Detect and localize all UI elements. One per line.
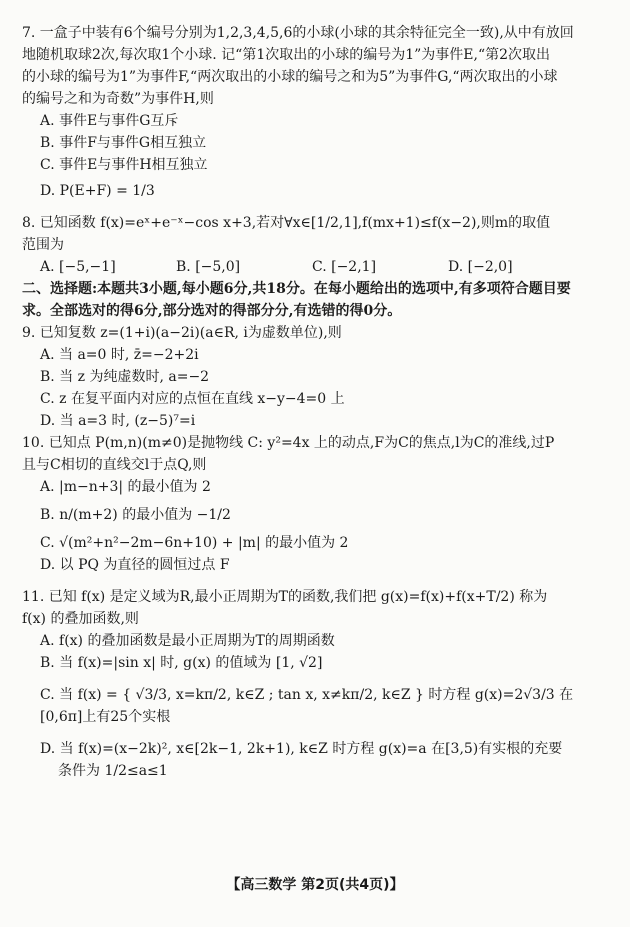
question-9-option-d: D. 当 a=3 时, (z−5)⁷=i bbox=[40, 413, 196, 429]
question-8-option-c: C. [−2,1] bbox=[312, 259, 377, 275]
question-9-option-c: C. z 在复平面内对应的点恒在直线 x−y−4=0 上 bbox=[40, 391, 345, 407]
page-footer: 【高三数学 第2页(共4页)】 bbox=[226, 877, 404, 893]
question-8-option-d: D. [−2,0] bbox=[448, 259, 513, 275]
question-11-option-b: B. 当 f(x)=|sin x| 时, g(x) 的值域为 [1, √2] bbox=[40, 655, 323, 671]
question-8-line-2: 范围为 bbox=[22, 237, 64, 253]
question-7-line-4: 的编号之和为奇数”为事件H,则 bbox=[22, 91, 214, 107]
question-7 bbox=[22, 22, 604, 202]
question-8-option-a: A. [−5,−1] bbox=[40, 259, 116, 275]
question-9-option-a: A. 当 a=0 时, z̄=−2+2i bbox=[40, 347, 199, 363]
question-10-line-2: 且与C相切的直线交l于点Q,则 bbox=[22, 457, 207, 473]
question-11-line-2: f(x) 的叠加函数,则 bbox=[22, 611, 139, 627]
section-2-line-1: 二、选择题:本题共3小题,每小题6分,共18分。在每小题给出的选项中,有多项符合题目要 bbox=[22, 281, 571, 297]
question-7-line-3: 的小球的编号为1”为事件F,“两次取出的小球的编号之和为5”为事件G,“两次取出的小球 bbox=[22, 69, 558, 85]
question-8-options bbox=[22, 256, 604, 278]
section-2-heading bbox=[22, 278, 604, 322]
question-9 bbox=[22, 322, 604, 432]
question-7-option-d: D. P(E+F) = 1/3 bbox=[40, 183, 155, 199]
question-8 bbox=[22, 212, 604, 278]
question-10-line-1: 10. 已知点 P(m,n)(m≠0)是抛物线 C: y²=4x 上的动点,F为C的焦点,l为C的准线,过P bbox=[22, 435, 555, 451]
question-9-line-1: 9. 已知复数 z=(1+i)(a−2i)(a∈R, i为虚数单位),则 bbox=[22, 325, 342, 341]
question-7-line-2: 地随机取球2次,每次取1个小球. 记“第1次取出的小球的编号为1”为事件E,“第2次取出 bbox=[22, 47, 551, 63]
question-7-option-c: C. 事件E与事件H相互独立 bbox=[40, 157, 208, 173]
section-2-line-2: 求。全部选对的得6分,部分选对的得部分分,有选错的得0分。 bbox=[22, 303, 402, 319]
question-8-option-b: B. [−5,0] bbox=[176, 259, 241, 275]
question-11 bbox=[22, 586, 604, 782]
question-8-line-1: 8. 已知函数 f(x)=eˣ+e⁻ˣ−cos x+3,若对∀x∈[1/2,1],f(mx+1)≤f(x−2),则m的取值 bbox=[22, 215, 551, 231]
question-10-option-c: C. √(m²+n²−2m−6n+10) + |m| 的最小值为 2 bbox=[40, 535, 349, 551]
question-7-option-b: B. 事件F与事件G相互独立 bbox=[40, 135, 207, 151]
question-9-option-b: B. 当 z 为纯虚数时, a=−2 bbox=[40, 369, 210, 385]
question-11-line-1: 11. 已知 f(x) 是定义域为R,最小正周期为T的函数,我们把 g(x)=f(x)+f(x+T/2) 称为 bbox=[22, 589, 548, 605]
question-10-option-a: A. |m−n+3| 的最小值为 2 bbox=[40, 479, 211, 495]
question-11-option-a: A. f(x) 的叠加函数是最小正周期为T的周期函数 bbox=[40, 633, 335, 649]
question-11-option-d: D. 当 f(x)=(x−2k)², x∈[2k−1, 2k+1), k∈Z 时方程 g(x)=a 在[3,5)有实根的充要 bbox=[40, 741, 563, 757]
question-11-option-c: C. 当 f(x) = { √3/3, x=kπ/2, k∈Z ; tan x, x≠kπ/2, k∈Z } 时方程 g(x)=2√3/3 在[0,6π]上有25个实根 bbox=[40, 687, 574, 725]
question-10-option-d: D. 以 PQ 为直径的圆恒过点 F bbox=[40, 557, 230, 573]
question-7-option-a: A. 事件E与事件G互斥 bbox=[40, 113, 179, 129]
question-10 bbox=[22, 432, 604, 576]
question-11-option-d-cont: 条件为 1/2≤a≤1 bbox=[58, 763, 168, 779]
question-10-option-b: B. n/(m+2) 的最小值为 −1/2 bbox=[40, 507, 231, 523]
question-7-line-1: 7. 一盒子中装有6个编号分别为1,2,3,4,5,6的小球(小球的其余特征完全一致),从中有放回 bbox=[22, 25, 574, 41]
